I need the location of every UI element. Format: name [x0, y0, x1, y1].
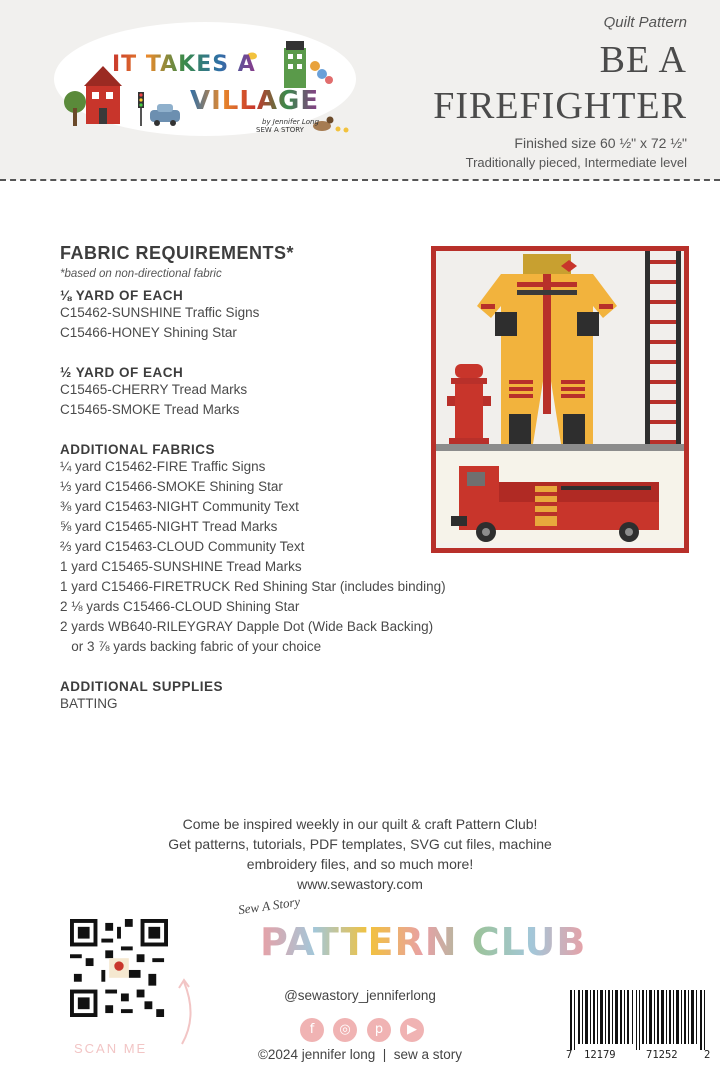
logo-byline: by Jennifer Long — [262, 118, 319, 126]
fabric-item: 2 yards WB640-RILEYGRAY Dapple Dot (Wide Back Backing) — [60, 619, 434, 634]
barcode-digit: 2 — [704, 1049, 711, 1061]
quilt-illustration — [431, 246, 689, 553]
fabric-item: ⅔ yard C15463-CLOUD Community Text — [60, 539, 305, 554]
fabric-requirements — [60, 243, 450, 714]
requirement-section — [60, 365, 450, 420]
fabric-item: C15465-CHERRY Tread Marks — [60, 382, 248, 397]
fabric-item: 2 ⅛ yards C15466-CLOUD Shining Star — [60, 599, 300, 614]
fabric-item: ⅓ yard C15466-SMOKE Shining Star — [60, 479, 283, 494]
pattern-club-promo — [0, 814, 720, 894]
pattern-kicker: Quilt Pattern — [603, 14, 687, 31]
scan-me-label: SCAN ME — [74, 1041, 148, 1056]
section-title: ADDITIONAL SUPPLIES — [60, 679, 224, 694]
section-title: ⅛ YARD OF EACH — [60, 288, 184, 303]
fabric-item: C15465-SMOKE Tread Marks — [60, 402, 240, 417]
requirement-section — [60, 288, 450, 343]
section-title: ADDITIONAL FABRICS — [60, 442, 216, 457]
fabric-item: 1 yard C15465-SUNSHINE Tread Marks — [60, 559, 302, 574]
promo-line: Come be inspired weekly in our quilt & craft Pattern Club! — [182, 816, 538, 832]
fabric-item: ⅜ yard C15463-NIGHT Community Text — [60, 499, 299, 514]
logo-brand: SEW A STORY — [256, 126, 304, 134]
requirement-section — [60, 442, 450, 657]
fabric-item: or 3 ⅞ yards backing fabric of your choice — [60, 639, 322, 654]
promo-line: embroidery files, and so much more! — [246, 856, 474, 872]
logo-line-1: IT TAKES A — [112, 52, 256, 77]
copyright: ©2024 jennifer long | sew a story — [257, 1047, 463, 1062]
barcode-digit: 71252 — [646, 1049, 678, 1061]
barcode-digit: 12179 — [584, 1049, 616, 1061]
requirements-heading: FABRIC REQUIREMENTS* — [60, 243, 295, 263]
dashed-divider — [0, 179, 720, 181]
fabric-item: ¼ yard C15462-FIRE Traffic Signs — [60, 459, 266, 474]
fabric-item: ⅝ yard C15465-NIGHT Tread Marks — [60, 519, 278, 534]
promo-line: Get patterns, tutorials, PDF templates, SVG cut files, machine — [168, 836, 552, 852]
fabric-item: C15462-SUNSHINE Traffic Signs — [60, 305, 260, 320]
youtube-icon[interactable]: ▶ — [400, 1018, 424, 1042]
requirement-section — [60, 679, 450, 714]
fabric-item: C15466-HONEY Shining Star — [60, 325, 237, 340]
logo-line-2: VILLAGE — [190, 86, 320, 116]
instagram-icon[interactable]: ◎ — [333, 1018, 357, 1042]
pinterest-icon[interactable]: p — [367, 1018, 391, 1042]
page-title-line-2: FIREFIGHTER — [433, 85, 687, 127]
facebook-icon[interactable]: f — [300, 1018, 324, 1042]
section-title: ½ YARD OF EACH — [60, 365, 184, 380]
fabric-item: BATTING — [60, 696, 118, 711]
page-title-line-1: BE A — [599, 39, 687, 81]
scan-arrow-icon — [176, 976, 202, 1046]
pattern-club-logo: PATTERN CLUB — [260, 920, 587, 964]
fabric-item: 1 yard C15466-FIRETRUCK Red Shining Star (includes binding) — [60, 579, 446, 594]
finished-size: Finished size 60 ½" x 72 ½" — [514, 135, 687, 151]
website-link[interactable]: www.sewastory.com — [297, 876, 423, 892]
social-handle[interactable]: @sewastory_jenniferlong — [284, 988, 436, 1003]
barcode-bars — [568, 990, 710, 1050]
barcode-digit: 7 — [566, 1049, 573, 1061]
club-kicker: Sew A Story — [237, 893, 302, 918]
requirements-note: *based on non-directional fabric — [60, 268, 222, 280]
skill-level: Traditionally pieced, Intermediate level — [465, 155, 687, 170]
